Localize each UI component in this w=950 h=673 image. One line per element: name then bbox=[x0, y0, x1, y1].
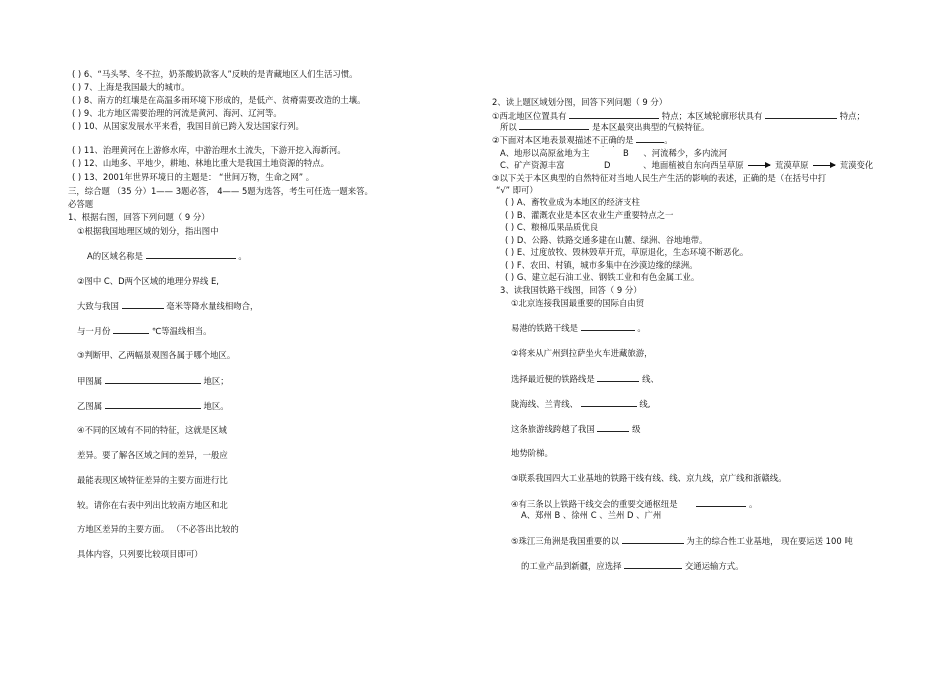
answer-blank[interactable] bbox=[122, 300, 164, 309]
judge-item-7: ( ) 7、上海是我国最大的城市。 bbox=[72, 82, 190, 92]
q3-part5-line2-post: 交通运输方式。 bbox=[684, 561, 744, 571]
section3-heading: 三，综合题 （35 分）1—— 3题必答， 4—— 5题为选答，考生可任选一题来答。 bbox=[68, 186, 373, 196]
q2-option-d-text: 、地面植被自东向西呈草原 bbox=[643, 160, 744, 170]
q1-part4-line: 具体内容，只列要比较项目即可） bbox=[77, 549, 203, 559]
arrow-icon bbox=[748, 165, 770, 166]
q3-part2-line5: 地势阶梯。 bbox=[511, 448, 553, 458]
answer-blank[interactable] bbox=[597, 423, 629, 432]
answer-blank[interactable] bbox=[146, 250, 236, 259]
q3-part2-line4-post: 级 bbox=[632, 424, 641, 434]
q3-part5-mid: 为主的综合性工业基地， 现在要运送 100 吨 bbox=[686, 536, 853, 546]
q2-option-d-stage3: 荒漠变化 bbox=[839, 160, 874, 170]
q1-part2: ②图中 C、D两个区域的地理分界线 E, bbox=[77, 276, 219, 286]
q3-part2-line3 bbox=[511, 398, 650, 410]
q3-part2: ②将来从广州到拉萨坐火车进藏旅游， bbox=[511, 348, 653, 358]
q3-part2-line2-post: 线、 bbox=[642, 374, 659, 384]
q1-part1: ①根据我国地理区域的划分，指出图中 bbox=[77, 226, 219, 236]
q3-part5-line2-pre: 的工业产品到新疆，应选择 bbox=[521, 561, 622, 571]
q2-part3-line2: “√” 即可） bbox=[496, 185, 538, 195]
judge-item-10: ( ) 10、从国家发展水平来看，我国目前已跨入发达国家行列。 bbox=[72, 121, 304, 131]
q2-option-a: A、地形以高原盆地为主 bbox=[500, 148, 590, 158]
q1-part3-b-pre: 乙图属 bbox=[77, 401, 103, 411]
q2-part3-option: ( ) C、粮棉瓜果品质优良 bbox=[505, 222, 599, 232]
q2-part1-line2-post: 是本区最突出典型的气候特征。 bbox=[592, 122, 710, 132]
q2-part1-line2-pre: 所以 bbox=[500, 122, 517, 132]
answer-blank[interactable] bbox=[581, 398, 637, 407]
q3-part2-line4-pre: 这条旅游线跨越了我国 bbox=[511, 424, 595, 434]
answer-blank[interactable] bbox=[113, 325, 149, 334]
q2-title: 2、读上题区域划分图，回答下列问题（ 9 分） bbox=[492, 97, 668, 107]
judge-item-9: ( ) 9、北方地区需要治理的河流是黄河、海河、辽河等。 bbox=[72, 108, 282, 118]
arrow-icon bbox=[813, 165, 835, 166]
q3-part2-line2 bbox=[511, 373, 659, 385]
answer-blank[interactable] bbox=[569, 110, 659, 119]
q1-part2-line3-post: ℃等温线相当。 bbox=[151, 326, 212, 336]
q1-part4-line: 差异。要了解各区域之间的差异，一般应 bbox=[77, 450, 228, 460]
q1-part4-line: 最能表现区域特征差异的主要方面进行比 bbox=[77, 475, 228, 485]
q2-option-b bbox=[623, 148, 727, 159]
q2-part1-pre: ①西北地区位置具有 bbox=[492, 111, 567, 121]
q2-option-b-letter: B bbox=[623, 148, 629, 158]
q2-part2 bbox=[492, 134, 673, 146]
q1-part1-answer-line bbox=[87, 250, 247, 262]
answer-blank[interactable] bbox=[624, 560, 682, 569]
q3-part4-pre: ④有三条以上铁路干线交会的重要交通枢纽是 bbox=[511, 499, 678, 509]
q1-part1-end: 。 bbox=[238, 251, 247, 261]
answer-blank[interactable] bbox=[636, 134, 664, 143]
q1-part3-b bbox=[77, 400, 229, 412]
q2-option-d-letter: D bbox=[604, 160, 611, 170]
q2-part3-option: ( ) B、灌溉农业是本区农业生产重要特点之一 bbox=[505, 210, 674, 220]
q1-part2-line2-pre: 大致与我国 bbox=[77, 301, 119, 311]
q1-part2-line3 bbox=[77, 325, 212, 337]
q3-part1-line2 bbox=[511, 322, 646, 334]
q2-option-c: C、矿产资源丰富 bbox=[500, 160, 565, 170]
judge-item-11: ( ) 11、治理黄河在上游修水库，中游治理水土流失，下游开挖入海新河。 bbox=[72, 145, 346, 155]
q2-option-d bbox=[604, 160, 873, 171]
q2-part2-post: 的是 bbox=[616, 135, 634, 145]
q1-part3-a-pre: 甲图属 bbox=[77, 376, 103, 386]
q1-part3: ③判断甲、乙两幅景观图各属于哪个地区。 bbox=[77, 350, 236, 360]
answer-blank[interactable] bbox=[105, 375, 201, 384]
q2-part2-end: 。 bbox=[664, 135, 673, 145]
q3-part5 bbox=[511, 535, 853, 547]
q1-part3-a bbox=[77, 375, 229, 387]
q2-part1-mid: 特点；本区域轮廓形状具有 bbox=[661, 111, 763, 121]
q2-part3-option: ( ) F、农田、村镇，城市多集中在沙漠边缘的绿洲。 bbox=[505, 260, 698, 270]
q1-part1-text: A的区域名称是 bbox=[87, 251, 143, 261]
q2-part3-option: ( ) D、公路、铁路交通多建在山麓、绿洲、谷地地带。 bbox=[505, 235, 708, 245]
q3-part4-options: A、郑州 B 、徐州 C 、兰州 D 、广州 bbox=[521, 510, 662, 520]
q2-option-d-stage2: 荒漠草原 bbox=[774, 160, 809, 170]
answer-blank[interactable] bbox=[597, 373, 639, 382]
q2-part2-emphasis: 正确 · · bbox=[600, 135, 617, 145]
q3-part5-pre: ⑤珠江三角洲是我国重要的以 bbox=[511, 536, 620, 546]
q2-option-b-text: 、河流稀少，多内流河 bbox=[643, 148, 728, 158]
q3-part2-line2-pre: 选择最近便的铁路线是 bbox=[511, 374, 595, 384]
judge-item-8: ( ) 8、南方的红壤是在高温多雨环境下形成的，是低产、贫瘠需要改造的土壤。 bbox=[72, 95, 366, 105]
q1-part3-b-post: 地区。 bbox=[203, 401, 229, 411]
q2-part2-pre: ②下面对本区地表景观描述不 bbox=[492, 135, 601, 145]
q1-title: 1、根据右图，回答下列问题（ 9 分） bbox=[68, 212, 210, 222]
q2-part1-line2 bbox=[500, 121, 709, 133]
answer-blank[interactable] bbox=[696, 498, 746, 507]
answer-blank[interactable] bbox=[622, 535, 684, 544]
q3-part2-line3-post: 线, bbox=[639, 399, 651, 409]
q2-part1-post: 特点； bbox=[839, 111, 865, 121]
q3-part4-post: 。 bbox=[748, 499, 758, 509]
q3-part1: ①北京连接我国最重要的国际自由贸 bbox=[511, 298, 645, 308]
q1-part2-line2 bbox=[77, 300, 258, 312]
judge-item-6: ( ) 6、“马头琴、冬不拉，奶茶酸奶款客人”反映的是青藏地区人们生活习惯。 bbox=[72, 69, 358, 79]
q3-part5-line2 bbox=[521, 560, 743, 572]
q1-part4-line: ④不同的区域有不同的特征，这就是区域 bbox=[77, 425, 227, 435]
answer-blank[interactable] bbox=[105, 400, 201, 409]
q3-part4 bbox=[511, 498, 757, 510]
answer-blank[interactable] bbox=[519, 121, 589, 130]
q2-part3-option: ( ) E、过度放牧、毁林毁草开荒，草原退化，生态环境不断恶化。 bbox=[505, 247, 749, 257]
q3-part3: ③联系我国四大工业基地的铁路干线有线、线、京九线，京广线和浙赣线。 bbox=[511, 473, 787, 483]
judge-item-13: ( ) 13、2001年世界环境日的主题是： “世间万物，生命之网” 。 bbox=[72, 172, 315, 182]
judge-item-12: ( ) 12、山地多、平地少，耕地、林地比重大是我国土地资源的特点。 bbox=[72, 158, 330, 168]
q3-title: 3、读我国铁路干线图，回答（ 9 分） bbox=[500, 285, 642, 295]
q3-part2-line4 bbox=[511, 423, 640, 435]
must-answer-label: 必答题 bbox=[68, 199, 94, 209]
q3-part2-line3-pre: 陇海线、兰青线、 bbox=[511, 399, 578, 409]
q2-part3-option: ( ) A、畜牧业成为本地区的经济支柱 bbox=[505, 197, 640, 207]
q3-part1-line2-post: 。 bbox=[637, 323, 646, 333]
q3-part1-line2-pre: 易港的铁路干线是 bbox=[511, 323, 578, 333]
q1-part2-line3-pre: 与一月份 bbox=[77, 326, 111, 336]
q2-part3: ③以下关于本区典型的自然特征对当地人民生产生活的影响的表述，正确的是（在括号中打 bbox=[492, 173, 827, 183]
q1-part3-a-post: 地区； bbox=[203, 376, 229, 386]
q1-part4-line: 较。请你在右表中列出比较南方地区和北 bbox=[77, 500, 228, 510]
q2-part3-option: ( ) G、建立起石油工业、钢铁工业和有色金属工业。 bbox=[505, 272, 700, 282]
q1-part4-line: 方地区差异的主要方面。 （不必答出比较的 bbox=[77, 524, 239, 534]
q1-part2-line2-post: 毫米等降水量线相吻合， bbox=[166, 301, 259, 311]
answer-blank[interactable] bbox=[765, 110, 837, 119]
answer-blank[interactable] bbox=[581, 322, 635, 331]
